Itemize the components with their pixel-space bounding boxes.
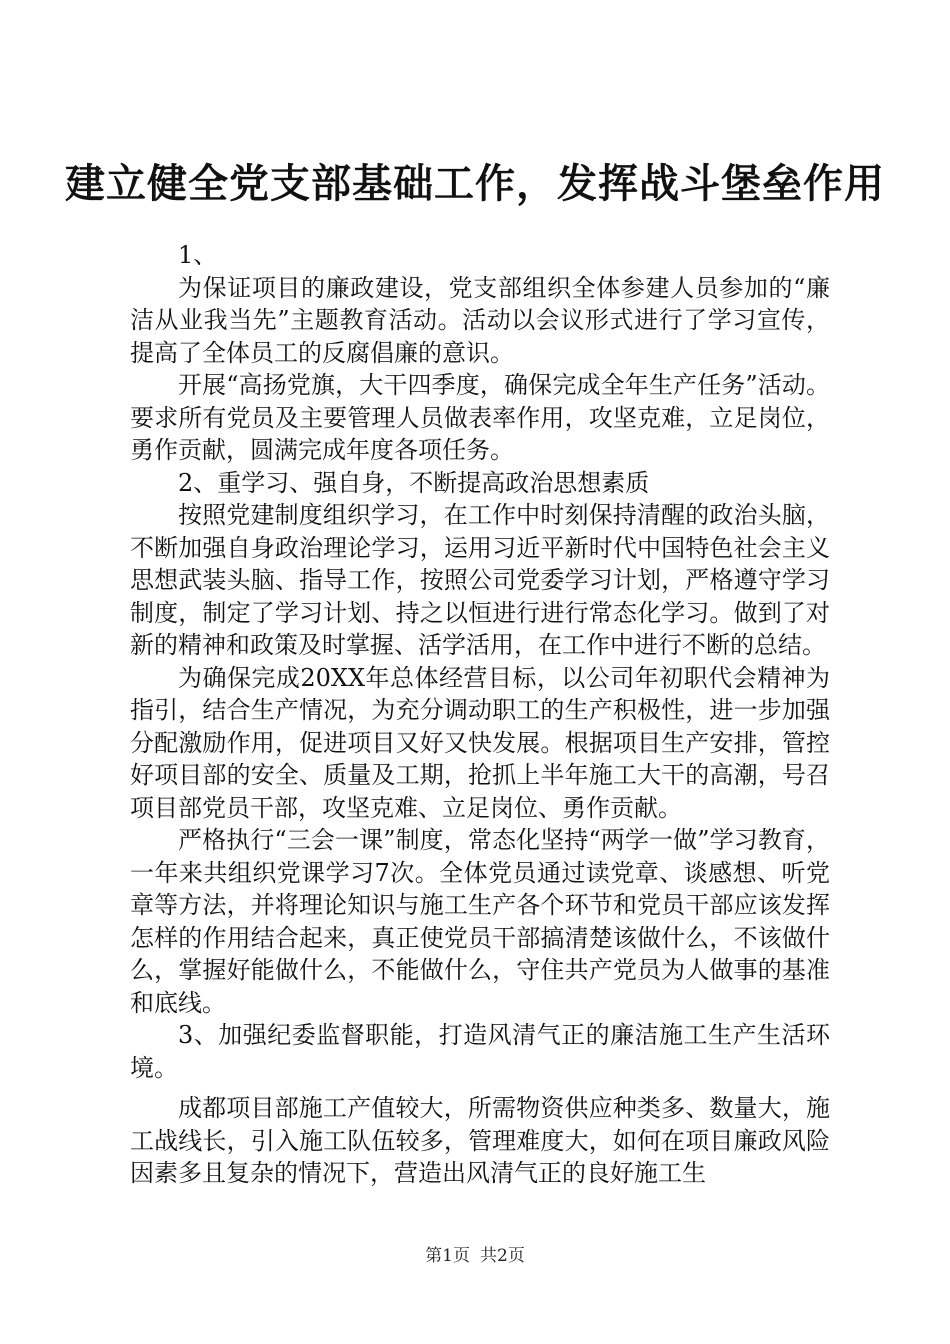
- paragraph: 开展“高扬党旗，大干四季度，确保完成全年生产任务”活动。要求所有党员及主要管理人员做表率作用，攻坚克难，立足岗位，勇作贡献，圆满完成年度各项任务。: [130, 371, 830, 464]
- paragraph: 严格执行“三会一课”制度，常态化坚持“两学一做”学习教育，一年来共组织党课学习7次。全体党员通过读党章、谈感想、听党章等方法，并将理论知识与施工生产各个环节和党员干部应该发挥怎样的作用结合起来，真正使党员干部搞清楚该做什么，不该做什么，掌握好能做什么，不能做什么，守住共产党员为人做事的基准和底线。: [130, 826, 830, 1017]
- paragraph: 按照党建制度组织学习，在工作中时刻保持清醒的政治头脑，不断加强自身政治理论学习，运用习近平新时代中国特色社会主义思想武装头脑、指导工作，按照公司党委学习计划，严格遵守学习制度，制定了学习计划、持之以恒进行进行常态化学习。做到了对新的精神和政策及时掌握、活学活用，在工作中进行不断的总结。: [130, 501, 830, 659]
- paragraph-section-1-heading: 1、: [178, 241, 218, 269]
- paragraph: 为保证项目的廉政建设，党支部组织全体参建人员参加的“廉洁从业我当先”主题教育活动。活动以会议形式进行了学习宣传，提高了全体员工的反腐倡廉的意识。: [130, 273, 830, 367]
- page-number: 第1页: [425, 1246, 470, 1266]
- paragraph-section-2-heading: 2、重学习、强自身，不断提高政治思想素质: [178, 468, 650, 497]
- page-footer: [0, 1244, 950, 1268]
- paragraph-section-3-heading: 3、加强纪委监督职能，打造风清气正的廉洁施工生产生活环境。: [130, 1021, 830, 1082]
- document-body: [130, 239, 830, 1190]
- page-total: 共2页: [480, 1246, 525, 1266]
- document-title: 建立健全党支部基础工作，发挥战斗堡垒作用: [65, 160, 885, 207]
- paragraph: 为确保完成20XX年总体经营目标，以公司年初职代会精神为指引，结合生产情况，为充分调动职工的生产积极性，进一步加强分配激励作用，促进项目又好又快发展。根据项目生产安排，管控好项目部的安全、质量及工期，抢抓上半年施工大干的高潮，号召项目部党员干部，攻坚克难、立足岗位、勇作贡献。: [130, 663, 830, 822]
- paragraph: 成都项目部施工产值较大，所需物资供应种类多、数量大，施工战线长，引入施工队伍较多，管理难度大，如何在项目廉政风险因素多且复杂的情况下，营造出风清气正的良好施工生: [130, 1094, 830, 1187]
